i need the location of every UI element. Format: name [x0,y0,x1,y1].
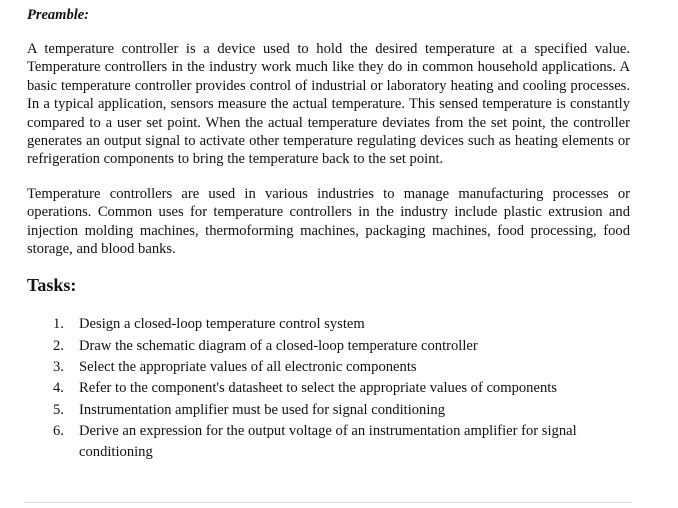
preamble-paragraph-1: A temperature controller is a device used to hold the desired temperature at a specified value. Temperature controllers in the industry work much like they do in common household applications. A basic temperature controller provides control of industrial or laboratory heating and cooling processes. In a typical application, sensors measure the actual temperature. This sensed temperature is constantly compared to a user set point. When the actual temperature deviates from the set point, the controller generates an output signal to activate other temperature regulating devices such as heating elements or refrigeration components to bring the temperature back to the set point. [27,41,630,168]
task-text: Design a closed-loop temperature control system [79,316,365,333]
task-text: Derive an expression for the output voltage of an instrumentation amplifier for signal conditioning [79,422,577,461]
task-item [27,314,630,335]
task-text: Draw the schematic diagram of a closed-loop temperature controller [79,337,478,354]
task-item [27,400,630,421]
task-item [27,378,630,399]
task-number [27,378,79,399]
preamble-paragraph-2: Temperature controllers are used in various industries to manage manufacturing processes or operations. Common uses for temperature controllers in the industry include plastic extrusion and injection molding machines, thermoforming machines, packaging machines, food processing, food storage, and blood banks. [27,185,630,258]
task-text: Refer to the component's datasheet to select the appropriate values of components [79,380,557,397]
page-bottom-divider [24,502,632,503]
task-number-label: 4. [53,380,64,397]
task-number-label: 6. [53,422,64,439]
tasks-heading: Tasks: [27,275,77,296]
task-text: Select the appropriate values of all electronic components [79,359,417,376]
document-page [27,6,630,464]
task-number [27,421,79,442]
task-item [27,336,630,357]
task-text: Instrumentation amplifier must be used for signal conditioning [79,401,445,418]
task-number-label: 2. [53,337,64,354]
preamble-heading: Preamble: [27,7,90,23]
task-number-label: 1. [53,316,64,333]
task-number [27,314,79,335]
task-item [27,421,630,464]
task-number [27,400,79,421]
task-item [27,357,630,378]
task-number-label: 3. [53,359,64,376]
task-number [27,357,79,378]
task-list [27,314,630,463]
task-number-label: 5. [53,401,64,418]
task-number [27,336,79,357]
